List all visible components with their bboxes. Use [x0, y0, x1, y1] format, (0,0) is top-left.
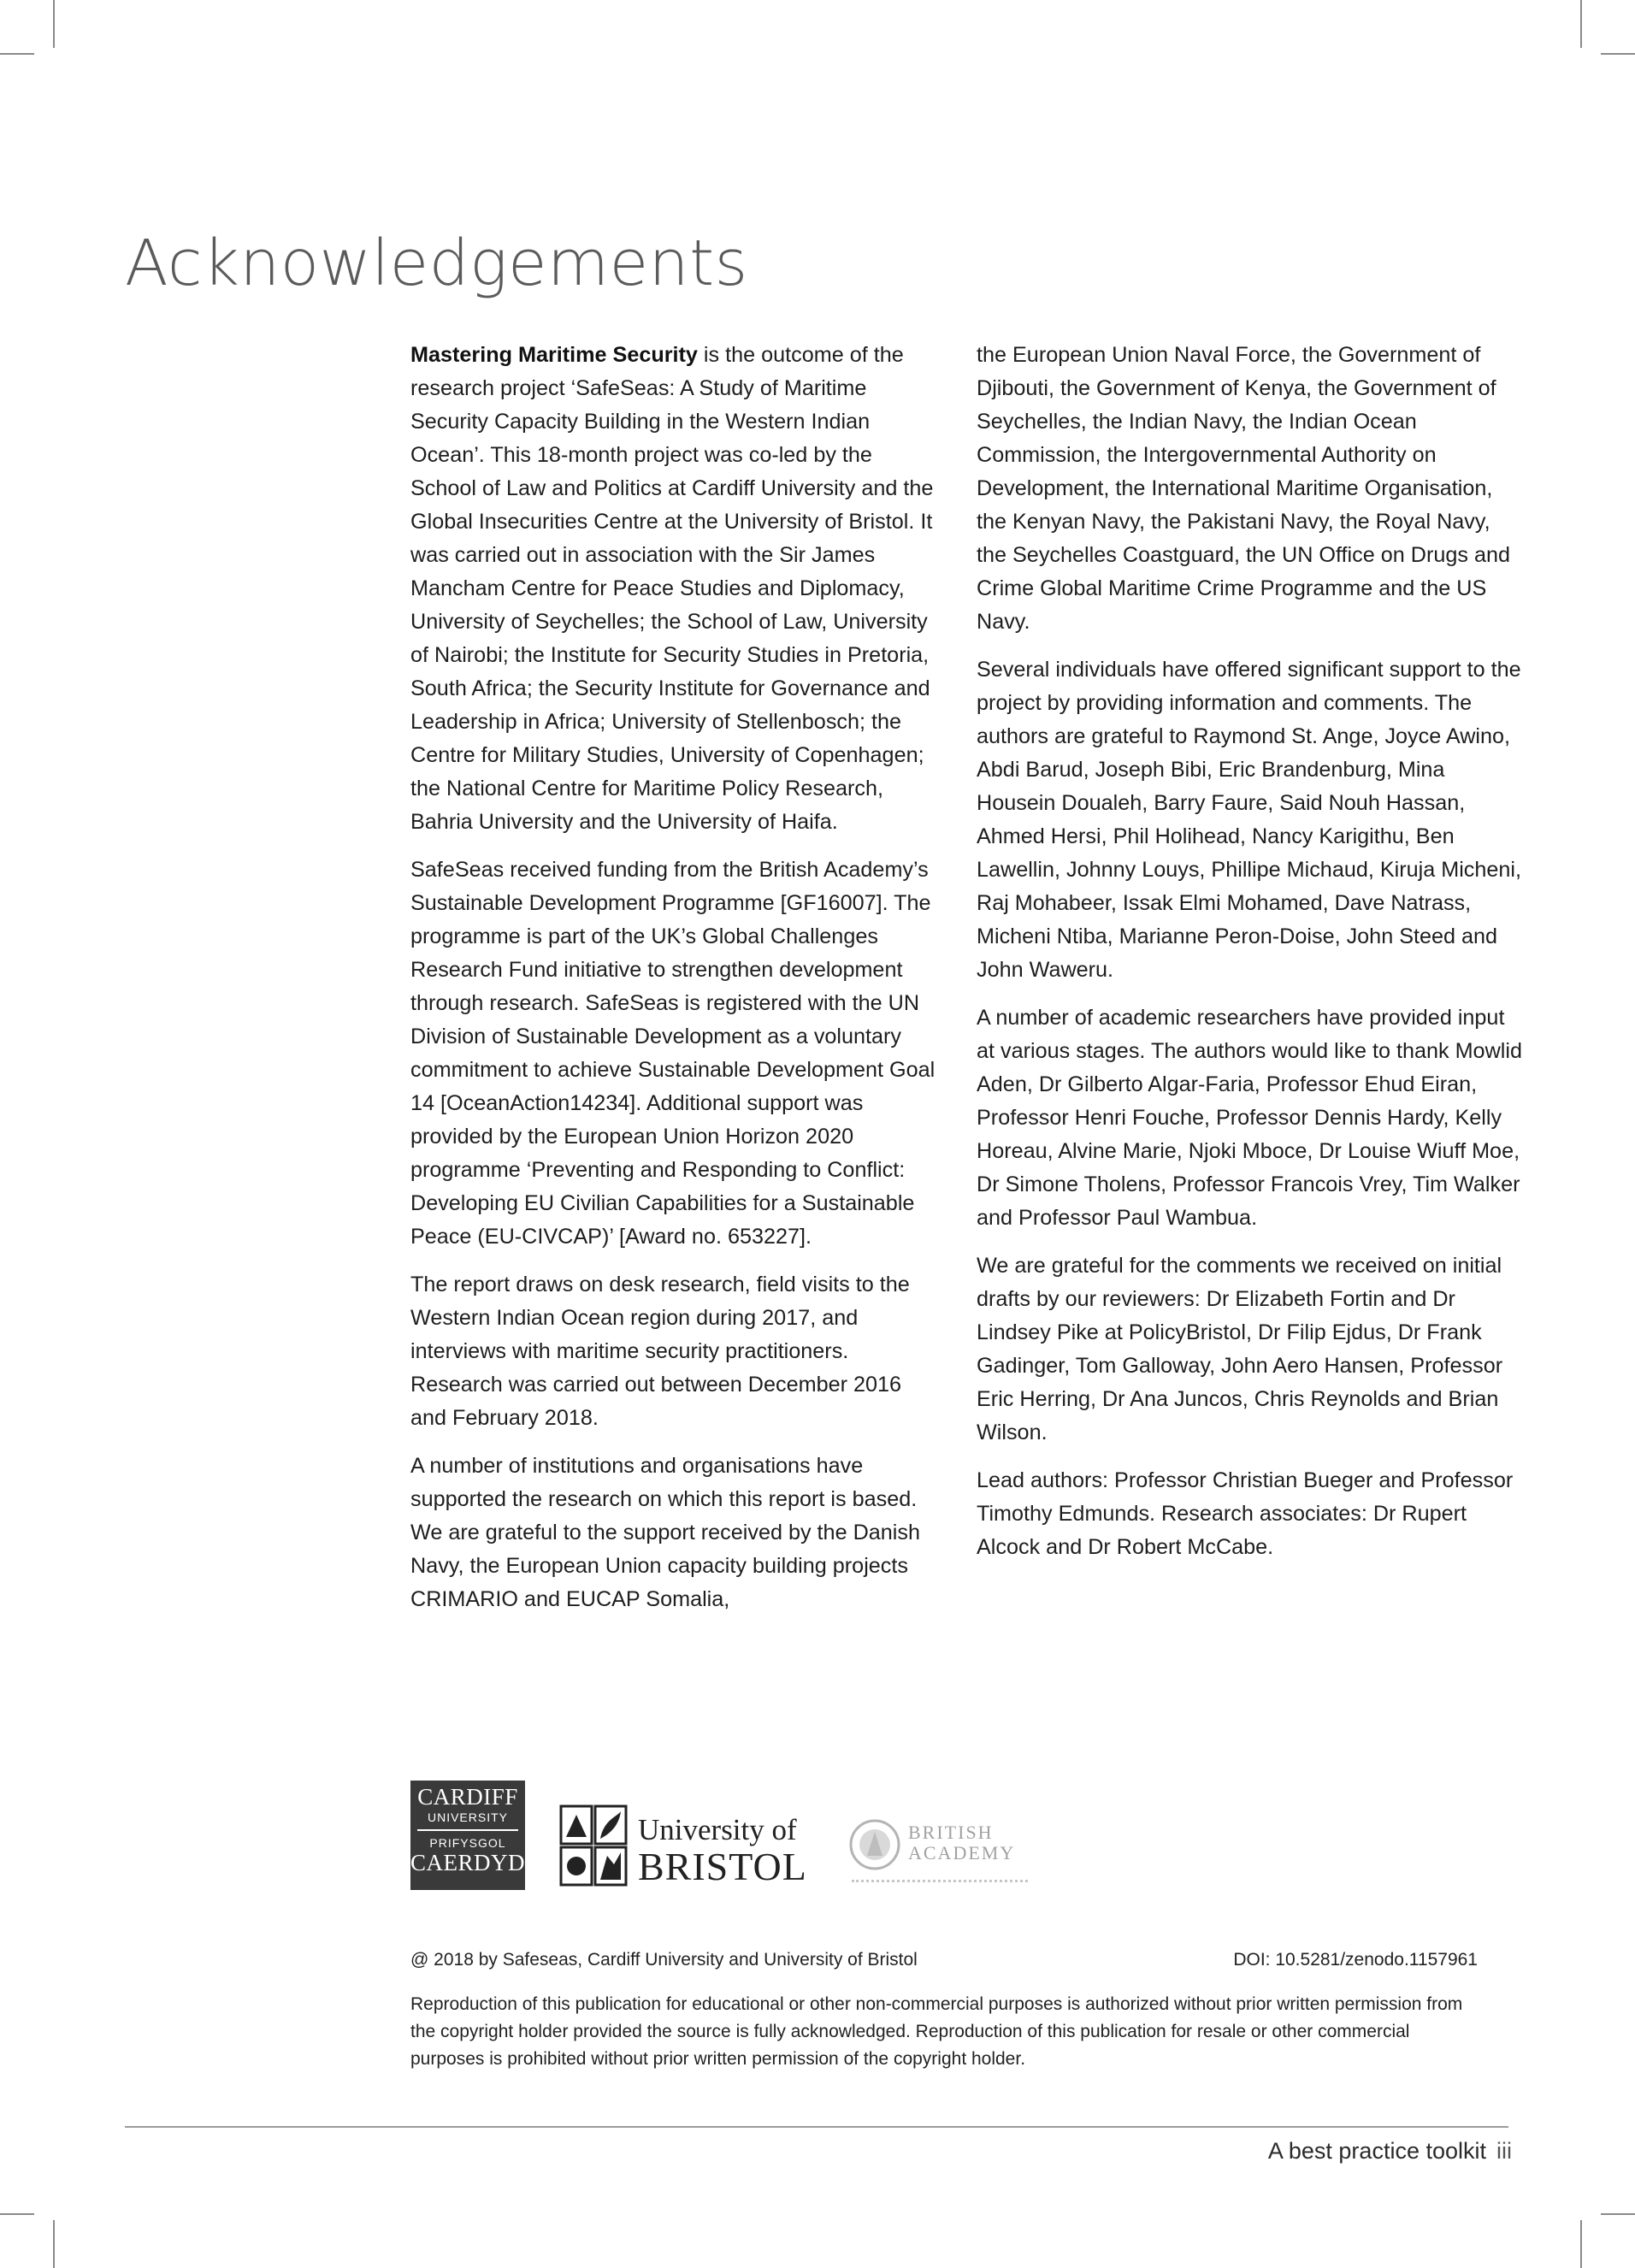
logo-text: ACADEMY: [908, 1842, 1016, 1863]
british-academy-emblem-icon: [848, 1815, 901, 1875]
university-of-bristol-logo: [559, 1804, 816, 1890]
logo-motto: [852, 1880, 1028, 1889]
crop-mark: [1580, 0, 1582, 48]
logo-divider: [417, 1829, 518, 1831]
right-column: [977, 339, 1524, 1579]
publication-title: Mastering Maritime Security: [410, 343, 698, 367]
crop-mark: [1601, 2213, 1635, 2215]
logo-text: CARDIFF: [417, 1784, 518, 1810]
paragraph-text: is the outcome of the research project ‘SafeSeas: A Study of Maritime Security Capacity Building in the Western Indian Ocean’. This 18-month project was co-led by the School of Law and Politics at Cardiff University and the Global Insecurities Centre at the University of Bristol. It was carried out in association with the Sir James Mancham Centre for Peace Studies and Diplomacy, University of Seychelles; the School of Law, University of Nairobi; the Institute for Security Studies in Pretoria, South Africa; the Security Institute for Governance and Leadership in Africa; University of Stellenbosch; the Centre for Military Studies, University of Copenhagen; the National Centre for Maritime Policy Research, Bahria University and the University of Haifa.: [410, 343, 934, 834]
crop-mark: [1580, 2220, 1582, 2268]
paragraph: A number of academic researchers have provided input at various stages. The authors would like to thank Mowlid Aden, Dr Gilberto Algar-Faria, Professor Ehud Eiran, Professor Henri Fouche, Professor Dennis Hardy, Kelly Horeau, Alvine Marie, Njoki Mboce, Dr Louise Wiuff Moe, Dr Simone Tholens, Professor Francois Vrey, Tim Walker and Professor Paul Wambua.: [977, 1006, 1522, 1230]
page-footer: [1268, 2138, 1512, 2165]
logo-text: UNIVERSITY: [427, 1810, 508, 1824]
page-number: iii: [1496, 2138, 1512, 2164]
logo-text: BRITISH: [908, 1822, 994, 1843]
crop-mark: [53, 0, 55, 48]
left-column: [410, 339, 941, 1631]
paragraph: [410, 339, 941, 839]
logo-text: PRIFYSGOL: [429, 1836, 506, 1850]
crop-mark: [53, 2220, 55, 2268]
footer-label: A best practice toolkit: [1267, 2138, 1486, 2164]
bristol-crest-icon: [559, 1804, 628, 1887]
footer-rule: [125, 2126, 1508, 2128]
reproduction-notice: Reproduction of this publication for educational or other non-commercial purposes is authorized without prior written permission from the copyright holder provided the source is fully acknowledged. Reproduction of this publication for resale or other commercial purposes is prohibited without prior written permission of the copyright holder.: [410, 1994, 1463, 2069]
paragraph: The report draws on desk research, field visits to the Western Indian Ocean region during 2017, and interviews with maritime security practitioners. Research was carried out between December 2016 and February 2018.: [410, 1273, 910, 1430]
logo-text: CAERDYDD: [410, 1850, 543, 1875]
page-title: Acknowledgements: [125, 226, 748, 300]
paragraph: A number of institutions and organisations have supported the research on which this report is based. We are grateful to the support received by the Danish Navy, the European Union capacity building projects CRIMARIO and EUCAP Somalia,: [410, 1454, 920, 1611]
logo-text: BRISTOL: [638, 1845, 807, 1888]
cardiff-university-logo: [410, 1781, 543, 1890]
paragraph: SafeSeas received funding from the British Academy’s Sustainable Development Programme [GF16007]. The programme is part of the UK’s Global Challenges Research Fund initiative to strengthen development through research. SafeSeas is registered with the UN Division of Sustainable Development as a voluntary commitment to achieve Sustainable Development Goal 14 [OceanAction14234]. Additional support was provided by the European Union Horizon 2020 programme ‘Preventing and Responding to Conflict: Developing EU Civilian Capabilities for a Sustainable Peace (EU-CIVCAP)’ [Award no. 653227].: [410, 858, 936, 1249]
crop-mark: [0, 53, 34, 55]
british-academy-logo: [848, 1815, 1031, 1897]
crop-mark: [0, 2213, 34, 2215]
paragraph: Lead authors: Professor Christian Bueger and Professor Timothy Edmunds. Research associates: Dr Rupert Alcock and Dr Robert McCabe.: [977, 1468, 1514, 1559]
paragraph: We are grateful for the comments we received on initial drafts by our reviewers: Dr Elizabeth Fortin and Dr Lindsey Pike at PolicyBristol, Dr Filip Ejdus, Dr Frank Gadinger, Tom Galloway, John Aero Hansen, Professor Eric Herring, Dr Ana Juncos, Chris Reynolds and Brian Wilson.: [977, 1254, 1503, 1444]
doi-text: DOI: 10.5281/zenodo.1157961: [1233, 1950, 1478, 1970]
logo-text: University of: [638, 1813, 797, 1846]
copyright-notice: @ 2018 by Safeseas, Cardiff University and University of Bristol: [410, 1950, 918, 1970]
crop-mark: [1601, 53, 1635, 55]
paragraph: Several individuals have offered significant support to the project by providing information and comments. The authors are grateful to Raymond St. Ange, Joyce Awino, Abdi Barud, Joseph Bibi, Eric Brandenburg, Mina Housein Doualeh, Barry Faure, Said Nouh Hassan, Ahmed Hersi, Phil Holihead, Nancy Karigithu, Ben Lawellin, Johnny Louys, Phillipe Michaud, Kiruja Micheni, Raj Mohabeer, Issak Elmi Mohamed, Dave Natrass, Micheni Ntiba, Marianne Peron-Doise, John Steed and John Waweru.: [977, 658, 1522, 982]
paragraph: the European Union Naval Force, the Government of Djibouti, the Government of Kenya, the Government of Seychelles, the Indian Navy, the Indian Ocean Commission, the Intergovernmental Authority on Development, the International Maritime Organisation, the Kenyan Navy, the Pakistani Navy, the Royal Navy, the Seychelles Coastguard, the UN Office on Drugs and Crime Global Maritime Crime Programme and the US Navy.: [977, 343, 1510, 634]
